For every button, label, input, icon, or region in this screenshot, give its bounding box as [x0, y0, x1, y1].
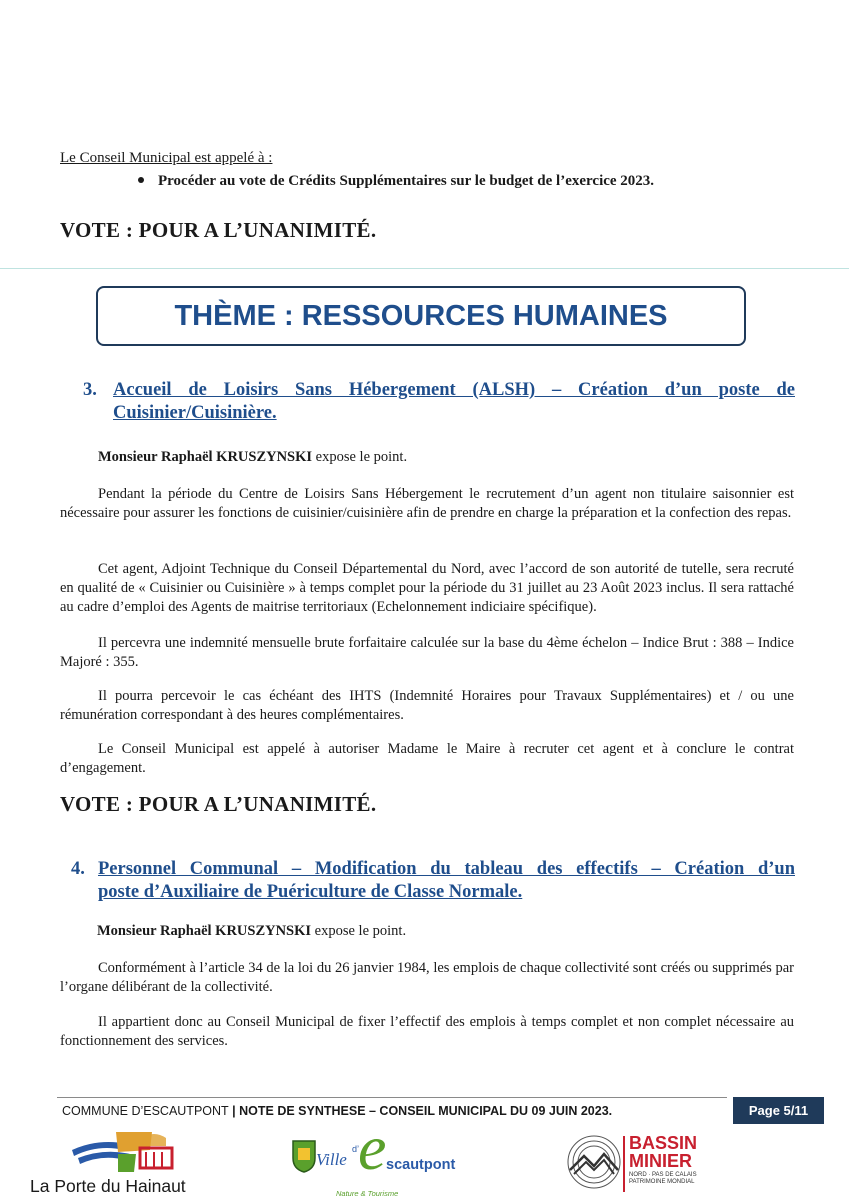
bassin-minier-logo	[566, 1134, 716, 1194]
section-4-title-line1: Personnel Communal – Modification du tableau des effectifs – Création d’un	[98, 859, 795, 879]
ville-name: scautpont	[386, 1157, 456, 1173]
footer-bar	[57, 1097, 824, 1124]
ville-word: Ville	[316, 1150, 347, 1169]
section-3-paragraph: Il pourra percevoir le cas échéant des IHTS (Indemnité Horaires pour Travaux Supplémentaires) et / ou une rémunération correspondant à des heures complémentaires.	[60, 688, 794, 723]
ville-big-e: e	[358, 1112, 387, 1183]
section-3-paragraph: Il percevra une indemnité mensuelle brute forfaitaire calculée sur la base du 4ème échelon – Indice Brut : 388 – Indice Majoré : 355.	[60, 635, 794, 670]
page-number-badge: Page 5/11	[733, 1097, 824, 1124]
bassin-line3: NORD · PAS DE CALAIS	[629, 1172, 697, 1178]
section-3-title-line1: Accueil de Loisirs Sans Hébergement (ALSH) – Création d’un poste de	[113, 380, 795, 400]
section-4-number: 4.	[71, 859, 85, 879]
bassin-line4: PATRIMOINE MONDIAL	[629, 1179, 695, 1185]
bullet-text: Procéder au vote de Crédits Supplémentaires sur le budget de l’exercice 2023.	[158, 173, 655, 189]
footer-title	[57, 1097, 727, 1124]
section-4-heading	[71, 859, 795, 909]
escautpont-logo	[290, 1112, 456, 1200]
bassin-minier-emblem-icon	[566, 1134, 622, 1190]
bullet-dot-icon	[138, 177, 144, 183]
hainaut-logo-text: La Porte du Hainaut	[30, 1176, 186, 1196]
section-3-paragraph: Le Conseil Municipal est appelé à autoriser Madame le Maire à recruter cet agent et à conclure le contrat d’engagement.	[60, 741, 794, 776]
speaker-suffix: expose le point.	[311, 923, 407, 939]
vote-result-2: VOTE : POUR A L’UNANIMITÉ.	[60, 792, 377, 816]
section-3-speaker	[98, 449, 407, 466]
section-3-heading	[83, 380, 795, 430]
section-3-title-line2: Cuisinier/Cuisinière.	[113, 403, 277, 423]
bassin-line2: MINIER	[629, 1151, 692, 1171]
speaker-name: Monsieur Raphaël KRUSZYNSKI	[98, 449, 313, 465]
footer-commune: COMMUNE D’ESCAUTPONT	[62, 1104, 229, 1118]
bassin-divider	[623, 1136, 625, 1192]
section-4-paragraph: Il appartient donc au Conseil Municipal de fixer l’effectif des emplois à temps complet et non complet nécessaire au fonctionnement des services.	[60, 1014, 794, 1049]
section-4-title-line2: poste d’Auxiliaire de Puériculture de Classe Normale.	[98, 882, 523, 902]
section-4-paragraph: Conformément à l’article 34 de la loi du 26 janvier 1984, les emplois de chaque collectivité sont créés ou supprimés par l’organe délibérant de la collectivité.	[60, 960, 794, 995]
speaker-name: Monsieur Raphaël KRUSZYNSKI	[97, 923, 312, 939]
intro-text: Le Conseil Municipal est appelé à :	[60, 150, 273, 166]
ville-apostrophe: d’	[352, 1144, 360, 1154]
separator-line	[0, 268, 849, 269]
section-3-paragraph: Cet agent, Adjoint Technique du Conseil Départemental du Nord, avec l’accord de son autorité de tutelle, sera recruté en qualité de « Cuisinier ou Cuisinière » à temps complet pour la période du 31 juillet au 23 Août 2023 inclus. Il sera rattaché au cadre d’emploi des Agents de maitrise territoriaux (Echelonnement indiciaire spécifique).	[60, 561, 794, 615]
bullet-item	[138, 173, 654, 190]
vote-result-1: VOTE : POUR A L’UNANIMITÉ.	[60, 218, 377, 242]
bassin-line1: BASSIN	[629, 1133, 698, 1153]
crest-icon	[290, 1138, 318, 1174]
section-3-number: 3.	[83, 380, 97, 400]
hainaut-emblem-icon	[68, 1128, 198, 1174]
section-4-speaker	[97, 923, 406, 940]
speaker-suffix: expose le point.	[312, 449, 408, 465]
hainaut-logo	[30, 1128, 210, 1198]
footer-note: NOTE DE SYNTHESE – CONSEIL MUNICIPAL DU 09 JUIN 2023.	[239, 1104, 613, 1118]
section-3-paragraph: Pendant la période du Centre de Loisirs Sans Hébergement le recrutement d’un agent non titulaire saisonnier est nécessaire pour assurer les fonctions de cuisinier/cuisinière afin de prendre en charge la préparation et la confection des repas.	[60, 486, 794, 521]
ville-tagline: Nature & Tourisme	[336, 1189, 399, 1198]
theme-title: THÈME : RESSOURCES HUMAINES	[174, 300, 668, 332]
footer-separator: |	[228, 1104, 240, 1118]
